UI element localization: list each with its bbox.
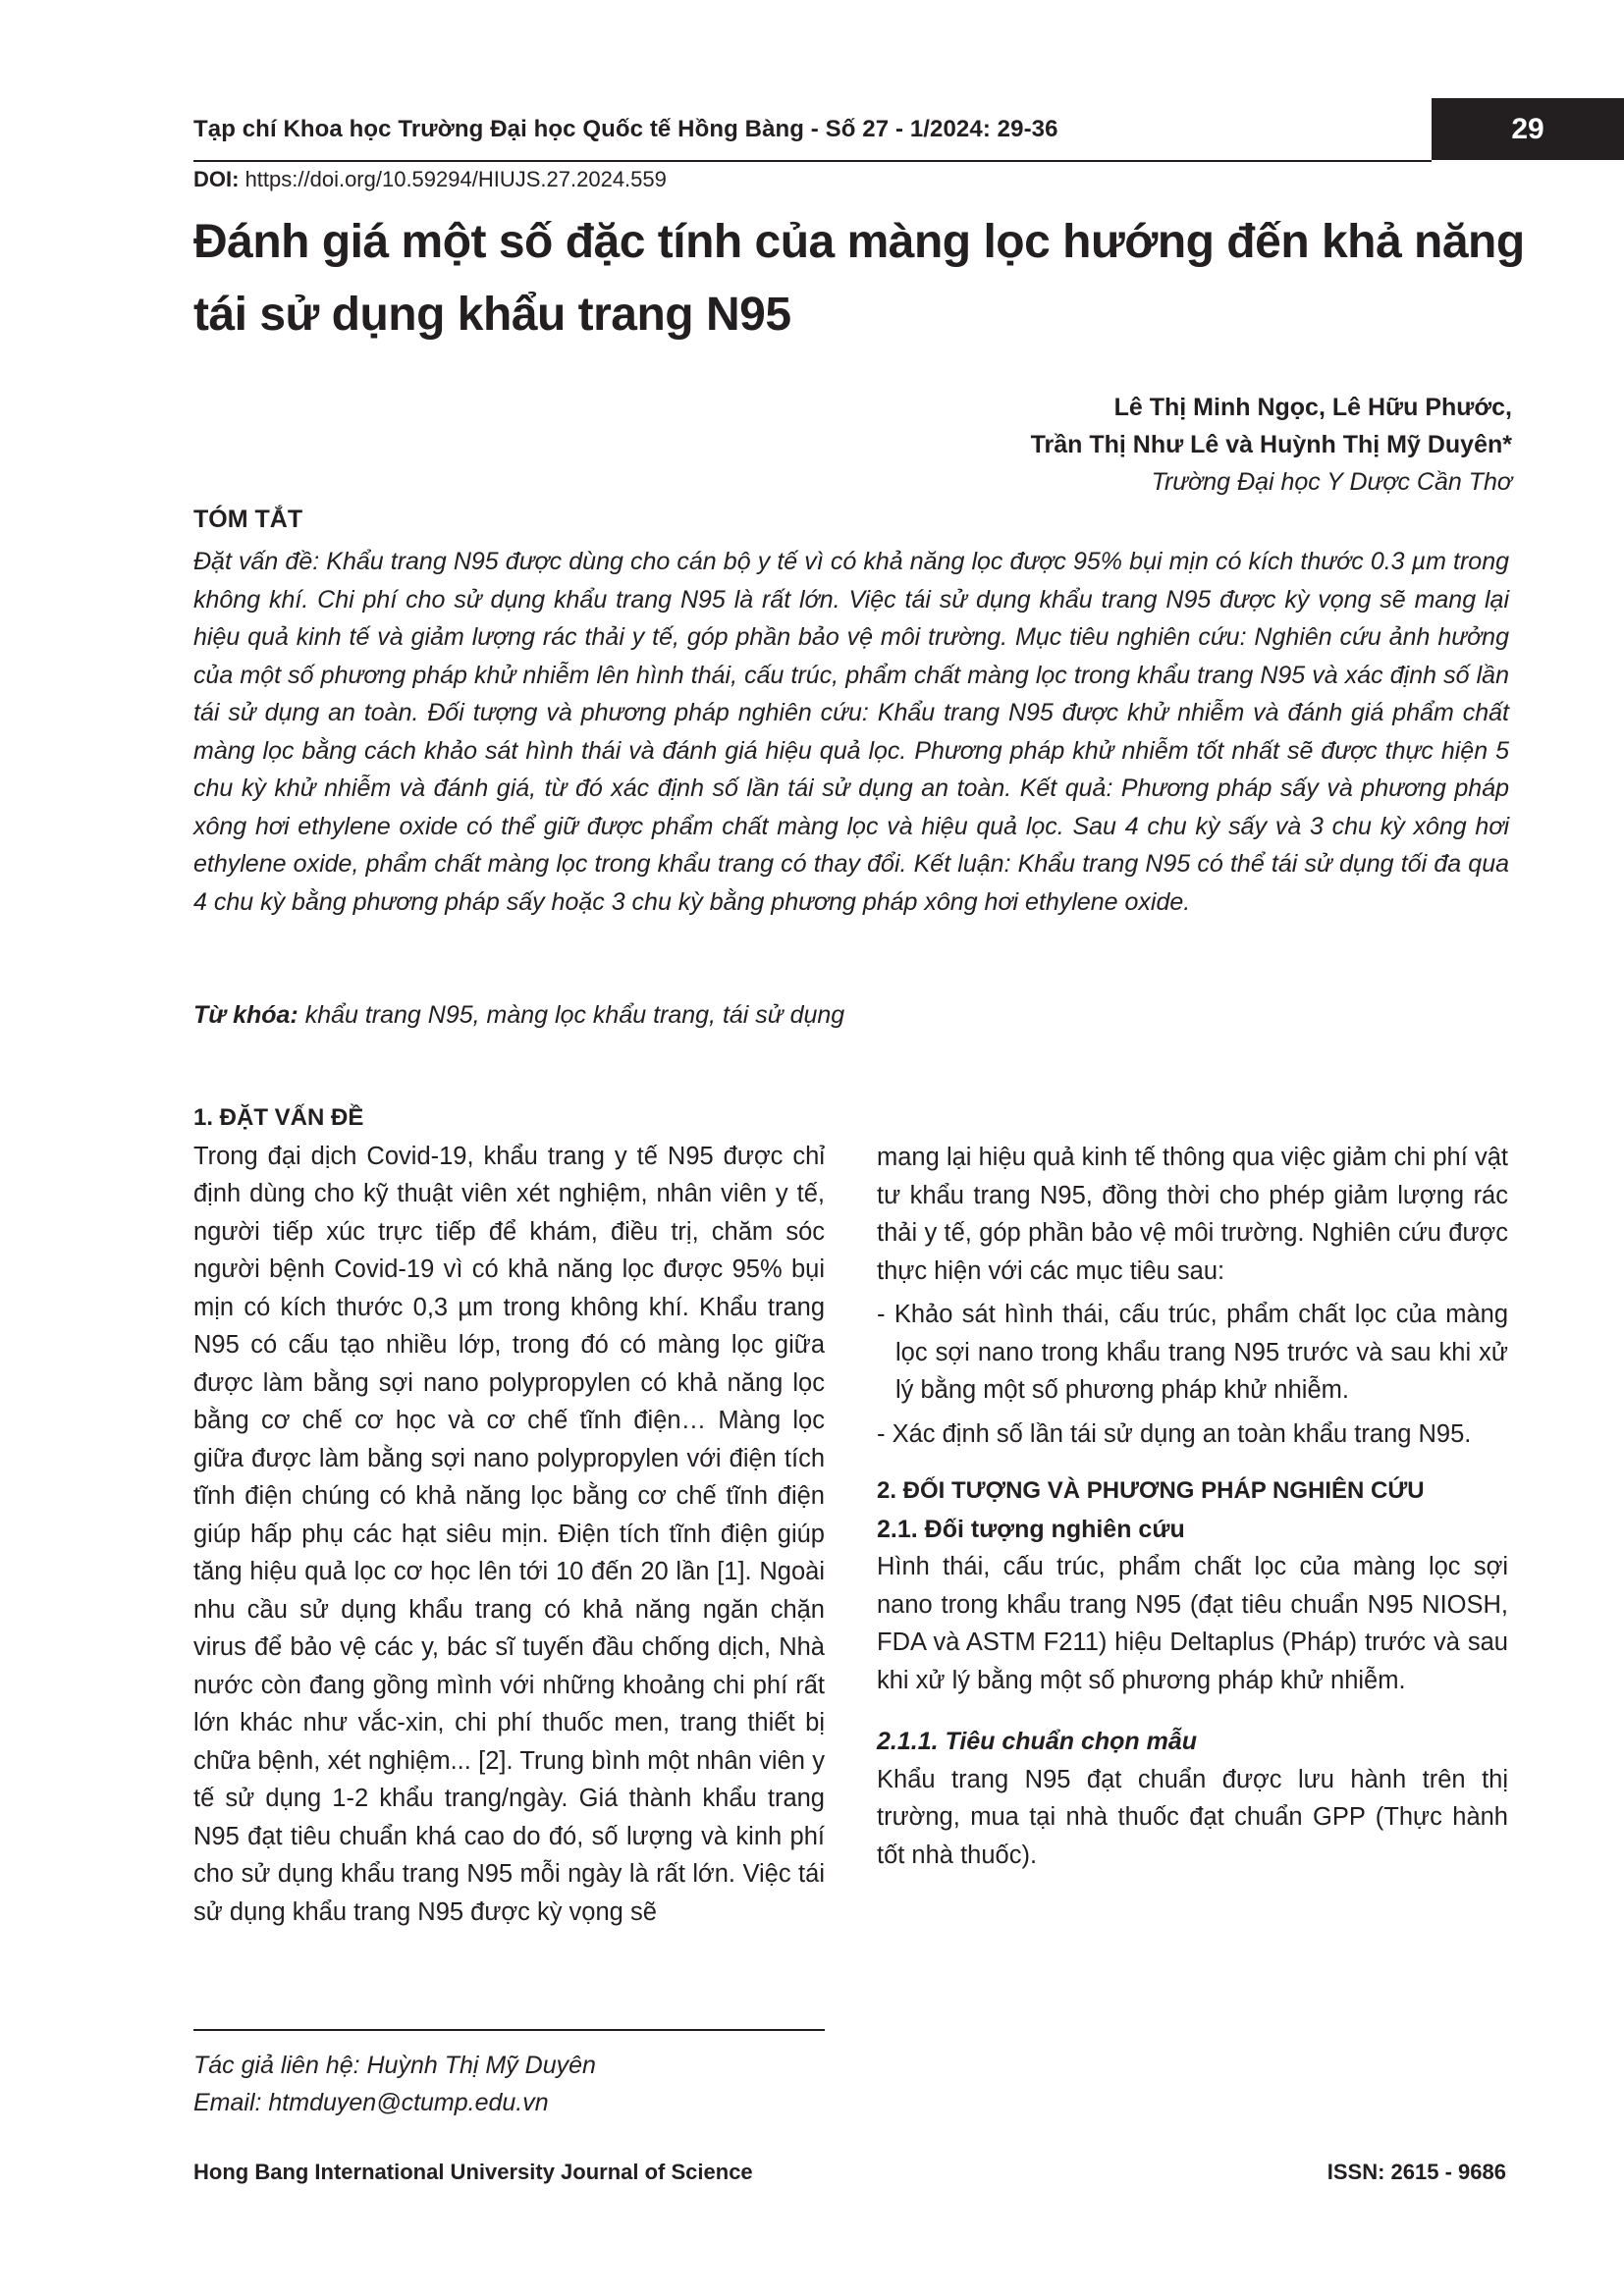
section-1-heading: 1. ĐẶT VẤN ĐỀ — [193, 1104, 364, 1131]
subsection-2-1-1-heading: 2.1.1. Tiêu chuẩn chọn mẫu — [877, 1728, 1198, 1755]
page-number: 29 — [1432, 98, 1624, 160]
footnote-divider — [193, 2029, 825, 2031]
subsection-2-1-1-text: Khẩu trang N95 đạt chuẩn được lưu hành trên thị trường, mua tại nhà thuốc đạt chuẩn GPP (Thực hành tốt nhà thuốc). — [877, 1765, 1508, 1869]
section-1-paragraph-2: mang lại hiệu quả kinh tế thông qua việc giảm chi phí vật tư khẩu trang N95, đồng thời cho phép giảm lượng rác thải y tế, góp phần bảo vệ môi trường. Nghiên cứu được thực hiện với các mục tiêu sau: — [877, 1144, 1508, 1285]
article-title: Đánh giá một số đặc tính của màng lọc hướng đến khả năng tái sử dụng khẩu trang N95 — [193, 216, 1525, 341]
author-email[interactable]: Email: htmduyen@ctump.edu.vn — [193, 2089, 549, 2116]
header-divider — [193, 160, 1432, 162]
objective-item: - Khảo sát hình thái, cấu trúc, phẩm chất lọc của màng lọc sợi nano trong khẩu trang N95 trước và sau khi xử lý bằng một số phương pháp khử nhiễm. — [877, 1301, 1508, 1404]
affiliation: Trường Đại học Y Dược Cần Thơ — [1151, 468, 1512, 496]
authors-line-2: Trần Thị Như Lê và Huỳnh Thị Mỹ Duyên* — [1030, 431, 1512, 458]
section-1-paragraph-1: Trong đại dịch Covid-19, khẩu trang y tế N95 được chỉ định dùng cho kỹ thuật viên xét nghiệm, nhân viên y tế, người tiếp xúc trực tiếp để khám, điều trị, chăm sóc người bệnh Covid-19 vì có khả năng lọc được 95% bụi mịn có kích thước 0,3 µm trong không khí. Khẩu trang N95 có cấu tạo nhiều lớp, trong đó có màng lọc giữa được làm bằng sợi nano polypropylen có khả năng lọc bằng cơ chế cơ học và cơ chế tĩnh điện… Màng lọc giữa được làm bằng sợi nano polypropylen với điện tích tĩnh điện chúng có khả năng lọc bằng cơ chế tĩnh điện giúp hấp phụ các hạt siêu mịn. Điện tích tĩnh điện giúp tăng hiệu quả lọc cơ học lên tới 10 đến 20 lần [1]. Ngoài nhu cầu sử dụng khẩu trang có khả năng ngăn chặn virus để bảo vệ các y, bác sĩ tuyến đầu chống dịch, Nhà nước còn đang gồng mình với những khoảng chi phí rất lớn khác như vắc-xin, chi phí thuốc men, trang thiết bị chữa bệnh, xét nghiệm... [2]. Trung bình một nhân viên y tế sử dụng 1-2 khẩu trang/ngày. Giá thành khẩu trang N95 đạt tiêu chuẩn khá cao do đó, số lượng và kinh phí cho sử dụng khẩu trang N95 mỗi ngày là rất lớn. Việc tái sử dụng khẩu trang N95 được kỳ vọng sẽ — [193, 1142, 825, 1926]
subsection-2-1-text: Hình thái, cấu trúc, phẩm chất lọc của màng lọc sợi nano trong khẩu trang N95 (đạt tiêu chuẩn N95 NIOSH, FDA và ASTM F211) hiệu Deltaplus (Pháp) trước và sau khi xử lý bằng một số phương pháp khử nhiễm. — [877, 1553, 1508, 1694]
section-2-heading: 2. ĐỐI TƯỢNG VÀ PHƯƠNG PHÁP NGHIÊN CỨU — [877, 1477, 1425, 1504]
abstract-text: Đặt vấn đề: Khẩu trang N95 được dùng cho cán bộ y tế vì có khả năng lọc được 95% bụi mịn có kích thước 0.3 µm trong không khí. Chi phí cho sử dụng khẩu trang N95 là rất lớn. Việc tái sử dụng khẩu trang N95 được kỳ vọng sẽ mang lại hiệu quả kinh tế và giảm lượng rác thải y tế, góp phần bảo vệ môi trường. Mục tiêu nghiên cứu: Nghiên cứu ảnh hưởng của một số phương pháp khử nhiễm lên hình thái, cấu trúc, phẩm chất màng lọc trong khẩu trang N95 và xác định số lần tái sử dụng an toàn. Đối tượng và phương pháp nghiên cứu: Khẩu trang N95 được khử nhiễm và đánh giá phẩm chất màng lọc bằng cách khảo sát hình thái và đánh giá hiệu quả lọc. Phương pháp khử nhiễm tốt nhất sẽ được thực hiện 5 chu kỳ khử nhiễm và đánh giá, từ đó xác định số lần tái sử dụng an toàn. Kết quả: Phương pháp sấy và phương pháp xông hơi ethylene oxide có thể giữ được phẩm chất màng lọc và hiệu quả lọc. Sau 4 chu kỳ sấy và 3 chu kỳ xông hơi ethylene oxide, phẩm chất màng lọc trong khẩu trang có thay đổi. Kết luận: Khẩu trang N95 có thể tái sử dụng tối đa qua 4 chu kỳ bằng phương pháp sấy hoặc 3 chu kỳ bằng phương pháp xông hơi ethylene oxide. — [193, 548, 1509, 916]
doi-label: DOI: — [193, 167, 240, 191]
doi-line — [193, 167, 667, 192]
left-column — [193, 1099, 825, 1931]
doi-link[interactable]: https://doi.org/10.59294/HIUJS.27.2024.559 — [239, 167, 667, 191]
corresponding-author: Tác giả liên hệ: Huỳnh Thị Mỹ Duyên — [193, 2052, 596, 2079]
right-column — [877, 1139, 1508, 1874]
subsection-2-1-heading: 2.1. Đối tượng nghiên cứu — [877, 1515, 1185, 1543]
objective-item: - Xác định số lần tái sử dụng an toàn khẩu trang N95. — [877, 1419, 1472, 1448]
journal-header: Tạp chí Khoa học Trường Đại học Quốc tế Hồng Bàng - Số 27 - 1/2024: 29-36 — [193, 116, 1058, 142]
keywords-text: khẩu trang N95, màng lọc khẩu trang, tái sử dụng — [298, 1001, 845, 1029]
footer-issn: ISSN: 2615 - 9686 — [1326, 2160, 1506, 2184]
keywords — [193, 1001, 844, 1030]
footer-journal: Hong Bang International University Journal of Science — [193, 2160, 753, 2184]
abstract-heading: TÓM TẮT — [193, 506, 303, 533]
footnote — [193, 2047, 596, 2121]
author-block — [1031, 389, 1512, 501]
authors-line-1: Lê Thị Minh Ngọc, Lê Hữu Phước, — [1113, 394, 1512, 421]
keywords-label: Từ khóa: — [193, 1001, 298, 1029]
